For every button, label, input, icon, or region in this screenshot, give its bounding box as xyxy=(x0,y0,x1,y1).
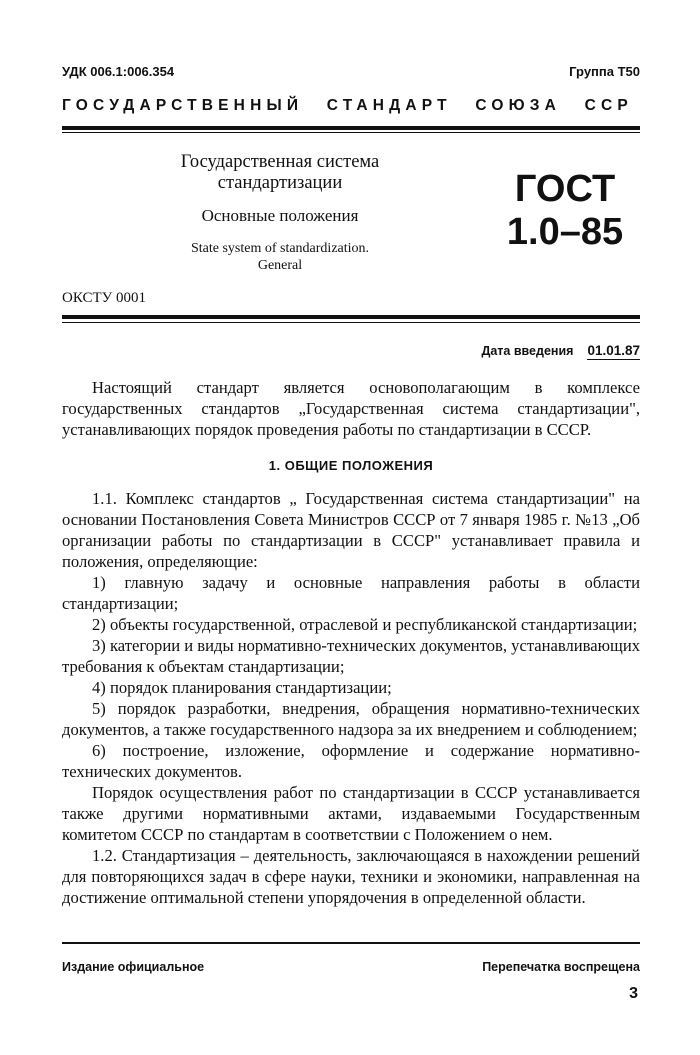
document-title xyxy=(120,152,440,194)
english-title-line-2: General xyxy=(257,258,303,273)
english-title-line-1: State system of standardization. xyxy=(190,241,370,256)
udk-code: УДК 006.1:006.354 xyxy=(62,64,175,79)
list-item: 6) построение, изложение, оформление и содержание нормативно-технических документов. xyxy=(62,741,640,781)
intro-paragraph xyxy=(62,377,640,440)
intro-text: Настоящий стандарт является основополагающим в комплексе государственных стандартов „Государственная система стандартизации", устанавливающих порядок проведения работы по стандартизации в СССР. xyxy=(62,378,640,439)
group-code: Группа Т50 xyxy=(569,64,640,79)
footer-rule xyxy=(62,942,640,944)
list-item: 3) категории и виды нормативно-технических документов, устанавливающих требования к объектам стандартизации; xyxy=(62,636,640,676)
list-item: 1) главную задачу и основные направления работы в области стандартизации; xyxy=(62,573,640,613)
effective-date-label: Дата введения xyxy=(481,344,574,358)
okstu-code: ОКСТУ 0001 xyxy=(62,290,147,306)
title-line-1: Государственная система xyxy=(180,152,380,172)
header-rule-thin xyxy=(62,132,640,133)
title-rule-thin xyxy=(62,322,640,323)
english-title xyxy=(120,240,440,274)
paragraph-1-1: 1.1. Комплекс стандартов „ Государственная система стандартизации" на основании Постановления Совета Министров СССР от 7 января 1985 г. №13 „Об организации работы по стандартизации в СССР" устанавливает правила и положения, определяющие: xyxy=(62,489,640,571)
section-heading: 1. ОБЩИЕ ПОЛОЖЕНИЯ xyxy=(268,458,434,473)
gost-label: ГОСТ xyxy=(514,168,616,210)
page-number: 3 xyxy=(629,985,638,1002)
gost-number: 1.0–85 xyxy=(506,211,624,253)
paragraph-order: Порядок осуществления работ по стандартизации в СССР устанавливается также другими нормативными актами, издаваемыми Государственным комитетом СССР по стандартам в соответствии с Положением о нем. xyxy=(62,783,640,844)
list-item: 4) порядок планирования стандартизации; xyxy=(92,678,392,697)
footer-reprint-notice: Перепечатка воспрещена xyxy=(482,960,640,974)
header-rule-thick xyxy=(62,126,640,130)
paragraph-1-2: 1.2. Стандартизация – деятельность, заключающаяся в нахождении решений для повторяющихся задач в сфере науки, техники и экономики, направленная на достижение оптимальной степени упорядочения в определенной области. xyxy=(62,846,640,907)
title-line-2: стандартизации xyxy=(217,173,343,193)
list-item: 2) объекты государственной, отраслевой и республиканской стандартизации; xyxy=(92,615,638,634)
footer-official-edition: Издание официальное xyxy=(62,960,205,974)
standard-banner: ГОСУДАРСТВЕННЫЙ СТАНДАРТ СОЮЗА ССР xyxy=(62,97,633,114)
effective-date xyxy=(481,343,640,358)
document-subtitle: Основные положения xyxy=(201,206,359,225)
section-body xyxy=(62,488,640,908)
list-item: 5) порядок разработки, внедрения, обращения нормативно-технических документов, а также государственного надзора за их внедрением и соблюдением; xyxy=(62,699,640,739)
title-rule-thick xyxy=(62,315,640,319)
effective-date-value: 01.01.87 xyxy=(587,343,640,358)
